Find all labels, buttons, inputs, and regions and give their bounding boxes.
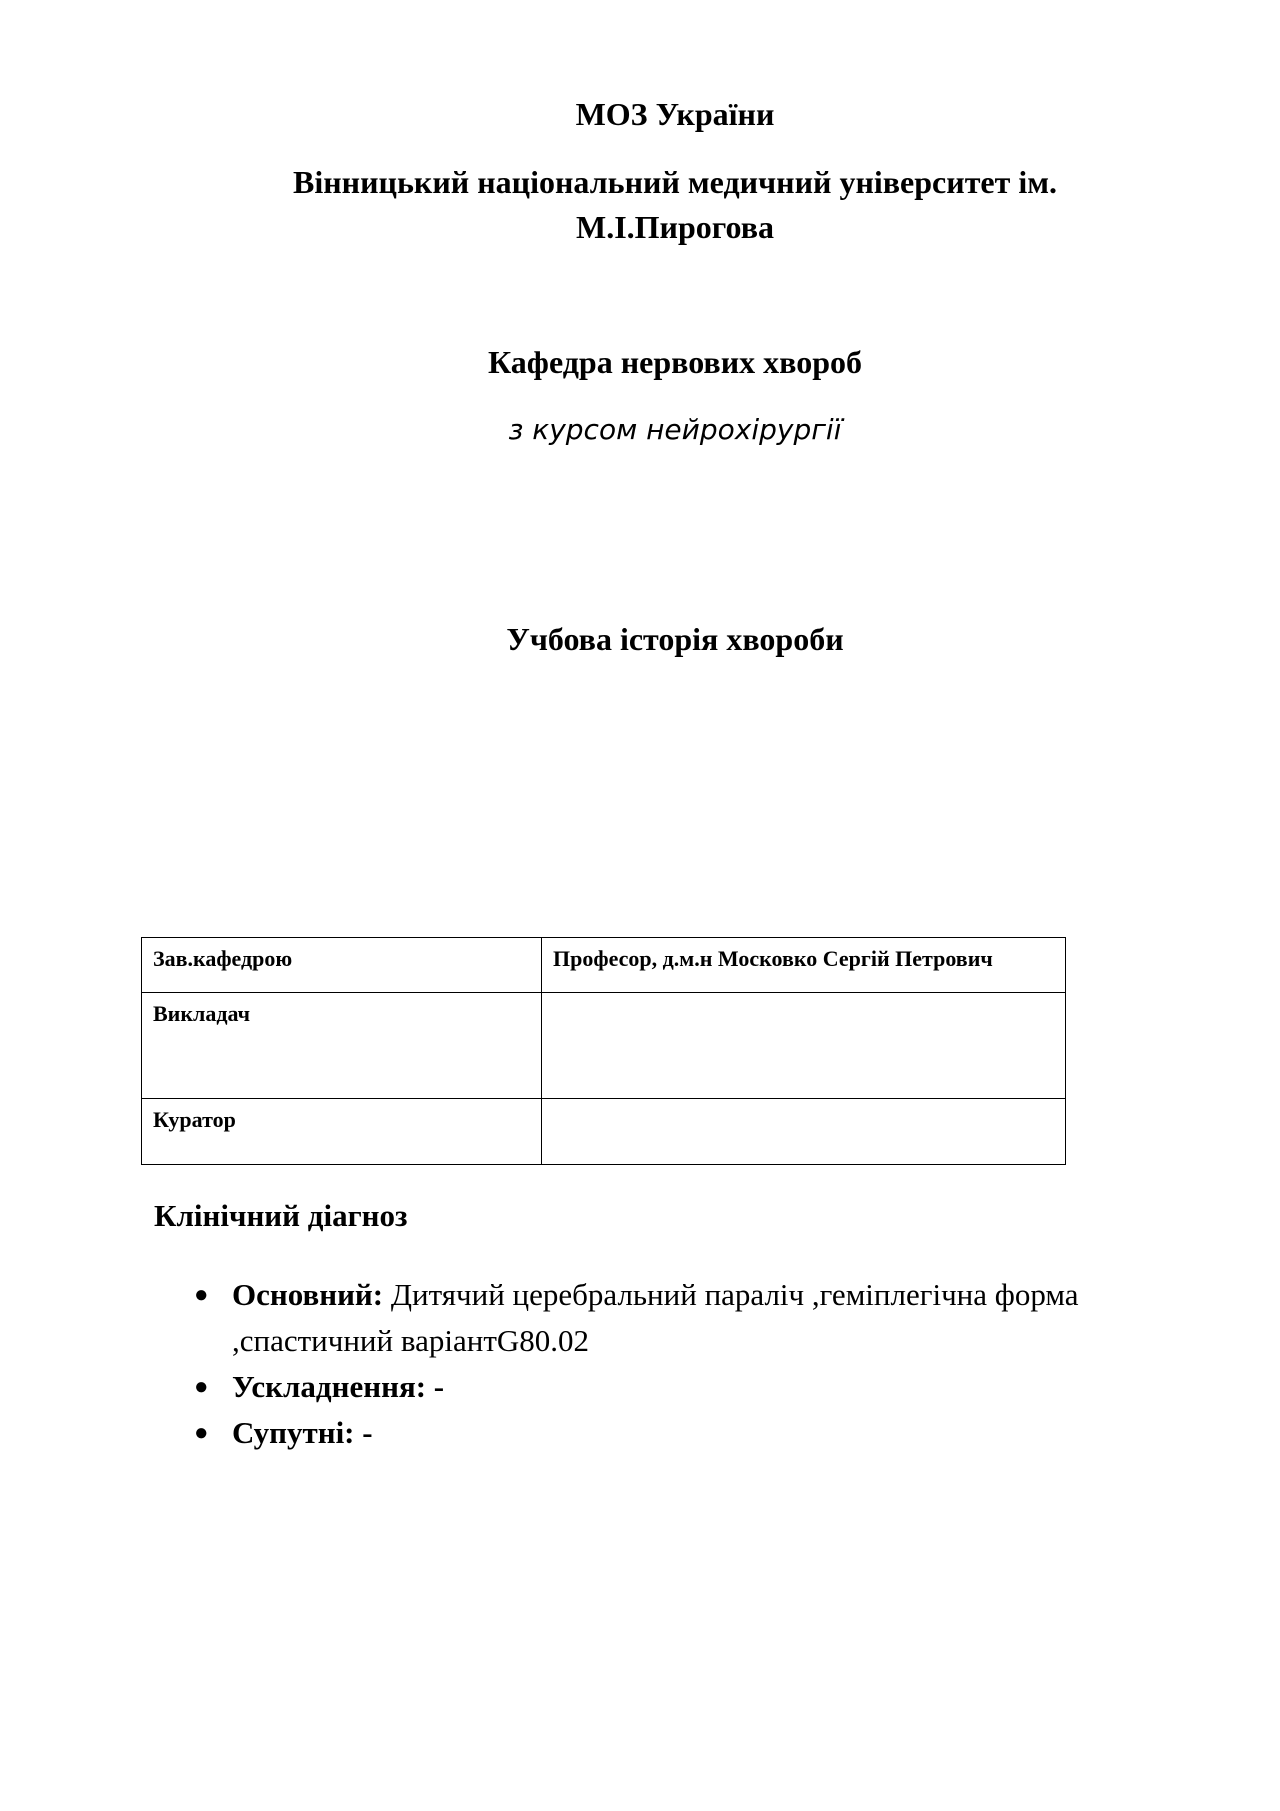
staff-table (141, 937, 1066, 1165)
diagnosis-list (194, 1272, 1102, 1456)
list-item (194, 1410, 1102, 1456)
table-row (142, 993, 1066, 1099)
bullet-dot-icon: ● (194, 1282, 209, 1308)
diagnosis-heading: Клінічний діагноз (154, 1198, 408, 1233)
list-item (194, 1272, 1102, 1364)
diagnosis-value: - (426, 1369, 445, 1404)
staff-value (542, 993, 1066, 1099)
ministry-title: МОЗ України (575, 96, 775, 132)
list-item (194, 1364, 1102, 1410)
staff-label: Зав.кафедрою (142, 938, 542, 993)
staff-label: Куратор (142, 1099, 542, 1165)
bullet-dot-icon: ● (194, 1374, 209, 1400)
staff-label: Викладач (142, 993, 542, 1099)
staff-value: Професор, д.м.н Московко Сергій Петрович (542, 938, 1066, 993)
diagnosis-term: Ускладнення: (232, 1369, 427, 1404)
document-title: Учбова історія хвороби (506, 621, 844, 657)
university-name (0, 160, 1280, 250)
staff-value (542, 1099, 1066, 1165)
university-name-line-1: Вінницький національний медичний університет ім. (292, 164, 1058, 200)
department-name: Кафедра нервових хвороб (488, 344, 862, 380)
university-name-line-2: М.І.Пирогова (576, 209, 774, 245)
table-row (142, 1099, 1066, 1165)
diagnosis-value: Дитячий церебральний параліч ,геміплегічна форма ,спастичний варіантG80.02 (232, 1277, 1079, 1358)
bullet-dot-icon: ● (194, 1420, 209, 1446)
department-subtitle: з курсом нейрохірургії (508, 413, 842, 446)
diagnosis-value: - (354, 1415, 373, 1450)
diagnosis-term: Основний: (232, 1277, 384, 1312)
table-row (142, 938, 1066, 993)
diagnosis-term: Супутні: (232, 1415, 355, 1450)
